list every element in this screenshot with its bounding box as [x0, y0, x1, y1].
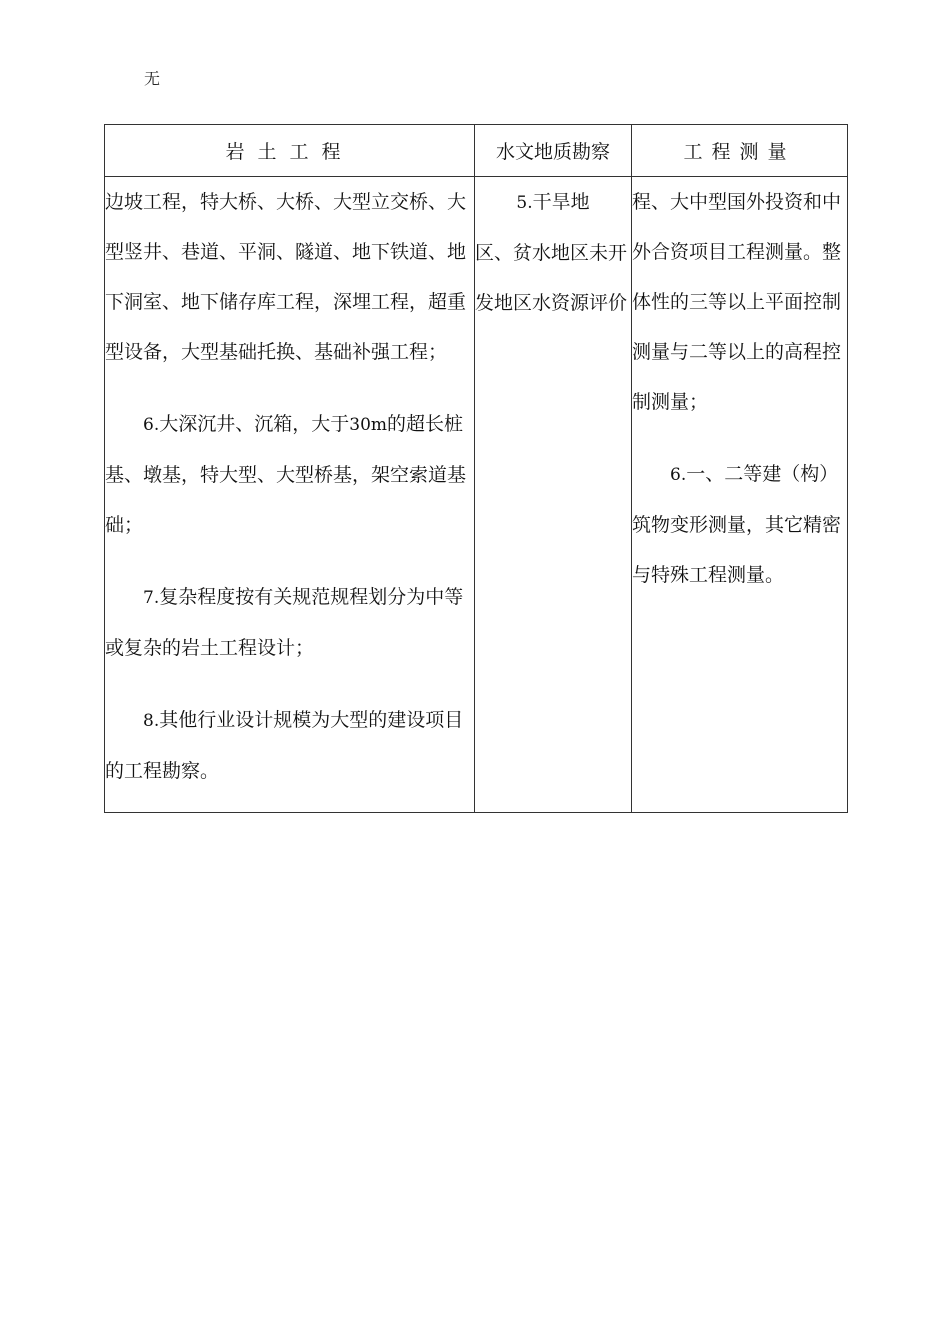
geotech-paragraph-3-text: 复杂程度按有关规范规程划分为中等或复杂的岩土工程设计；	[105, 586, 464, 659]
item-number: 8.	[143, 711, 160, 731]
header-surveying: 工程测量	[632, 125, 848, 177]
geotech-paragraph-2	[105, 399, 474, 550]
survey-paragraph-1: 程、大中型国外投资和中外合资项目工程测量。整体性的三等以上平面控制测量与二等以上的高程控制测量；	[632, 191, 842, 413]
item-number: 6.	[143, 415, 160, 435]
geotech-paragraph-1: 边坡工程，特大桥、大桥、大型立交桥、大型竖井、巷道、平洞、隧道、地下铁道、地下洞室、地下储存库工程，深埋工程，超重型设备，大型基础托换、基础补强工程；	[105, 191, 467, 363]
hydro-paragraph-1-first-line	[475, 177, 631, 228]
survey-paragraph-2-text: 一、二等建（构）筑物变形测量，其它精密与特殊工程测量。	[632, 463, 842, 586]
table-row	[105, 177, 848, 813]
qualification-table	[104, 124, 848, 813]
geotech-paragraph-3	[105, 572, 474, 673]
header-hydrogeology: 水文地质勘察	[475, 125, 632, 177]
item-number: 6.	[670, 465, 687, 485]
surveying-cell	[632, 177, 848, 813]
depth-value: 30m	[349, 415, 388, 435]
geotech-paragraph-4	[105, 695, 474, 796]
geotech-paragraph-2-text-b: 的超长桩基、墩基，特大型、大型桥基，架空索道基础；	[105, 413, 467, 536]
geotech-paragraph-2-text-a: 大深沉井、沉箱，大于	[159, 413, 350, 435]
header-geotechnical: 岩土工程	[105, 125, 475, 177]
item-number: 5.	[516, 193, 533, 213]
hydrogeology-cell	[475, 177, 632, 813]
geotech-paragraph-4-text: 其他行业设计规模为大型的建设项目的工程勘察。	[105, 709, 464, 782]
geotechnical-cell	[105, 177, 475, 813]
hydro-paragraph-1	[475, 177, 631, 328]
hydro-paragraph-1-text-b: 区、贫水地区未开发地区水资源评价	[475, 242, 628, 314]
item-number: 7.	[143, 588, 160, 608]
hydro-paragraph-1-text-a: 干旱地	[532, 191, 590, 213]
survey-paragraph-2	[632, 449, 847, 600]
table-header-row	[105, 125, 848, 177]
header-mark: 无	[144, 69, 161, 88]
